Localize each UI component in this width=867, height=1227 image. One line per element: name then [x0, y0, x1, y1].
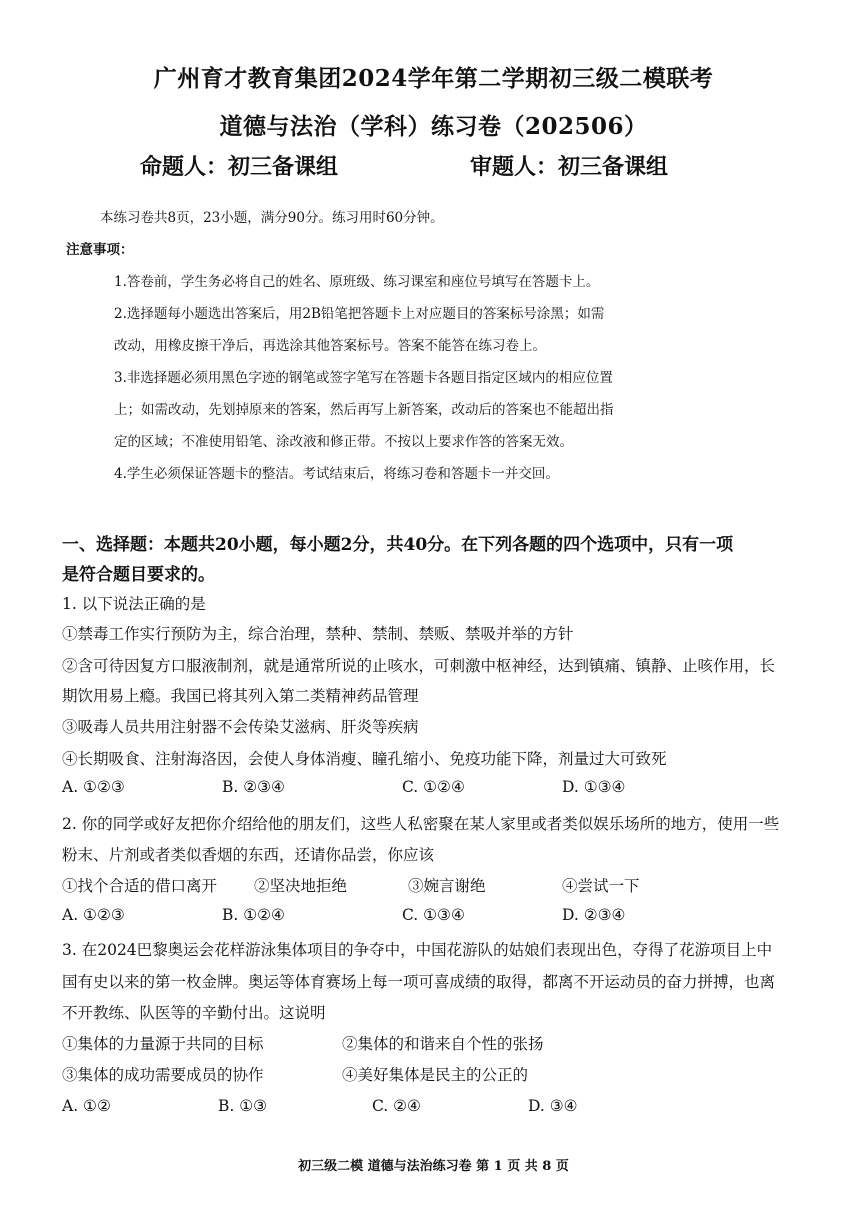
q2-statement-1: ①找个合适的借口离开 — [62, 877, 218, 895]
notes-heading: 注意事项： — [66, 242, 134, 258]
q3-stem-cont: 国有史以来的第一枚金牌。奥运等体育赛场上每一项可喜成绩的取得，都离不开运动员的奋力拼搏，也离 — [62, 973, 776, 991]
page-footer: 初三级二模 道德与法治练习卷 第 1 页 共 8 页 — [298, 1159, 569, 1174]
note-line: 3.非选择题必须用黑色字迹的钢笔或签字笔写在答题卡各题目指定区域内的相应位置 — [114, 370, 613, 386]
q3-statement-1: ①集体的力量源于共同的目标 — [62, 1035, 264, 1053]
q3-stem: 3. 在2024巴黎奥运会花样游泳集体项目的争夺中，中国花游队的姑娘们表现出色，夺得了花游项目上中 — [62, 941, 773, 959]
q1-option-c: C. ①②④ — [402, 778, 465, 796]
q2-statement-4: ④尝试一下 — [562, 877, 640, 895]
author-row — [140, 150, 740, 181]
q2-statement-2: ②坚决地拒绝 — [254, 877, 348, 895]
q3-statement-2: ②集体的和谐来自个性的张扬 — [342, 1035, 544, 1053]
q2-option-c: C. ①③④ — [402, 906, 465, 924]
reviewer: 审题人：初三备课组 — [470, 154, 669, 180]
q3-option-a: A. ①② — [62, 1097, 111, 1115]
q3-option-b: B. ①③ — [218, 1097, 268, 1115]
section-heading: 一、选择题：本题共20小题，每小题2分，共40分。在下列各题的四个选项中，只有一项 — [62, 535, 734, 555]
note-line: 2.选择题每小题选出答案后，用2B铅笔把答题卡上对应题目的答案标号涂黑；如需 — [114, 306, 605, 322]
intro-text: 本练习卷共8页，23小题，满分90分。练习用时60分钟。 — [100, 210, 444, 226]
q2-stem: 2. 你的同学或好友把你介绍给他的朋友们，这些人私密聚在某人家里或者类似娱乐场所的地方，使用一些 — [62, 815, 780, 833]
q3-statement-4: ④美好集体是民主的公正的 — [342, 1066, 529, 1084]
section-heading-cont: 是符合题目要求的。 — [62, 565, 215, 585]
note-line: 上；如需改动，先划掉原来的答案，然后再写上新答案，改动后的答案也不能超出指 — [114, 402, 614, 418]
q1-option-d: D. ①③④ — [562, 778, 626, 796]
q2-statement-3: ③婉言谢绝 — [408, 877, 486, 895]
q2-stem-cont: 粉末、片剂或者类似香烟的东西，还请你品尝，你应该 — [62, 846, 435, 864]
q3-option-d: D. ③④ — [528, 1097, 578, 1115]
exam-title-line2: 道德与法治（学科）练习卷（202506） — [219, 113, 648, 140]
q2-option-a: A. ①②③ — [62, 906, 125, 924]
exam-title-line1: 广州育才教育集团2024学年第二学期初三级二模联考 — [153, 65, 714, 92]
note-line: 改动，用橡皮擦干净后，再选涂其他答案标号。答案不能答在练习卷上。 — [114, 338, 546, 354]
q1-statement-3: ③吸毒人员共用注射器不会传染艾滋病、肝炎等疾病 — [62, 718, 419, 736]
author: 命题人：初三备课组 — [140, 154, 339, 180]
q1-statement-1: ①禁毒工作实行预防为主，综合治理，禁种、禁制、禁贩、禁吸并举的方针 — [62, 625, 574, 643]
q1-statement-4: ④长期吸食、注射海洛因，会使人身体消瘦、瞳孔缩小、免疫功能下降，剂量过大可致死 — [62, 750, 667, 768]
q1-statement-2-cont: 期饮用易上瘾。我国已将其列入第二类精神药品管理 — [62, 687, 419, 705]
q1-option-b: B. ②③④ — [222, 778, 285, 796]
q3-option-c: C. ②④ — [372, 1097, 421, 1115]
q2-option-b: B. ①②④ — [222, 906, 285, 924]
note-line: 1.答卷前，学生务必将自己的姓名、原班级、练习课室和座位号填写在答题卡上。 — [114, 274, 600, 290]
q2-option-d: D. ②③④ — [562, 906, 626, 924]
q1-stem: 1. 以下说法正确的是 — [62, 595, 206, 613]
q1-option-a: A. ①②③ — [62, 778, 125, 796]
q3-stem-cont2: 不开教练、队医等的辛勤付出。这说明 — [62, 1004, 326, 1022]
note-line: 定的区域；不准使用铅笔、涂改液和修正带。不按以上要求作答的答案无效。 — [114, 434, 573, 450]
q3-statement-3: ③集体的成功需要成员的协作 — [62, 1066, 264, 1084]
q1-statement-2: ②含可待因复方口服液制剂，就是通常所说的止咳水，可刺激中枢神经，达到镇痛、镇静、止咳作用，长 — [62, 657, 776, 675]
note-line: 4.学生必须保证答题卡的整洁。考试结束后，将练习卷和答题卡一并交回。 — [114, 466, 559, 482]
